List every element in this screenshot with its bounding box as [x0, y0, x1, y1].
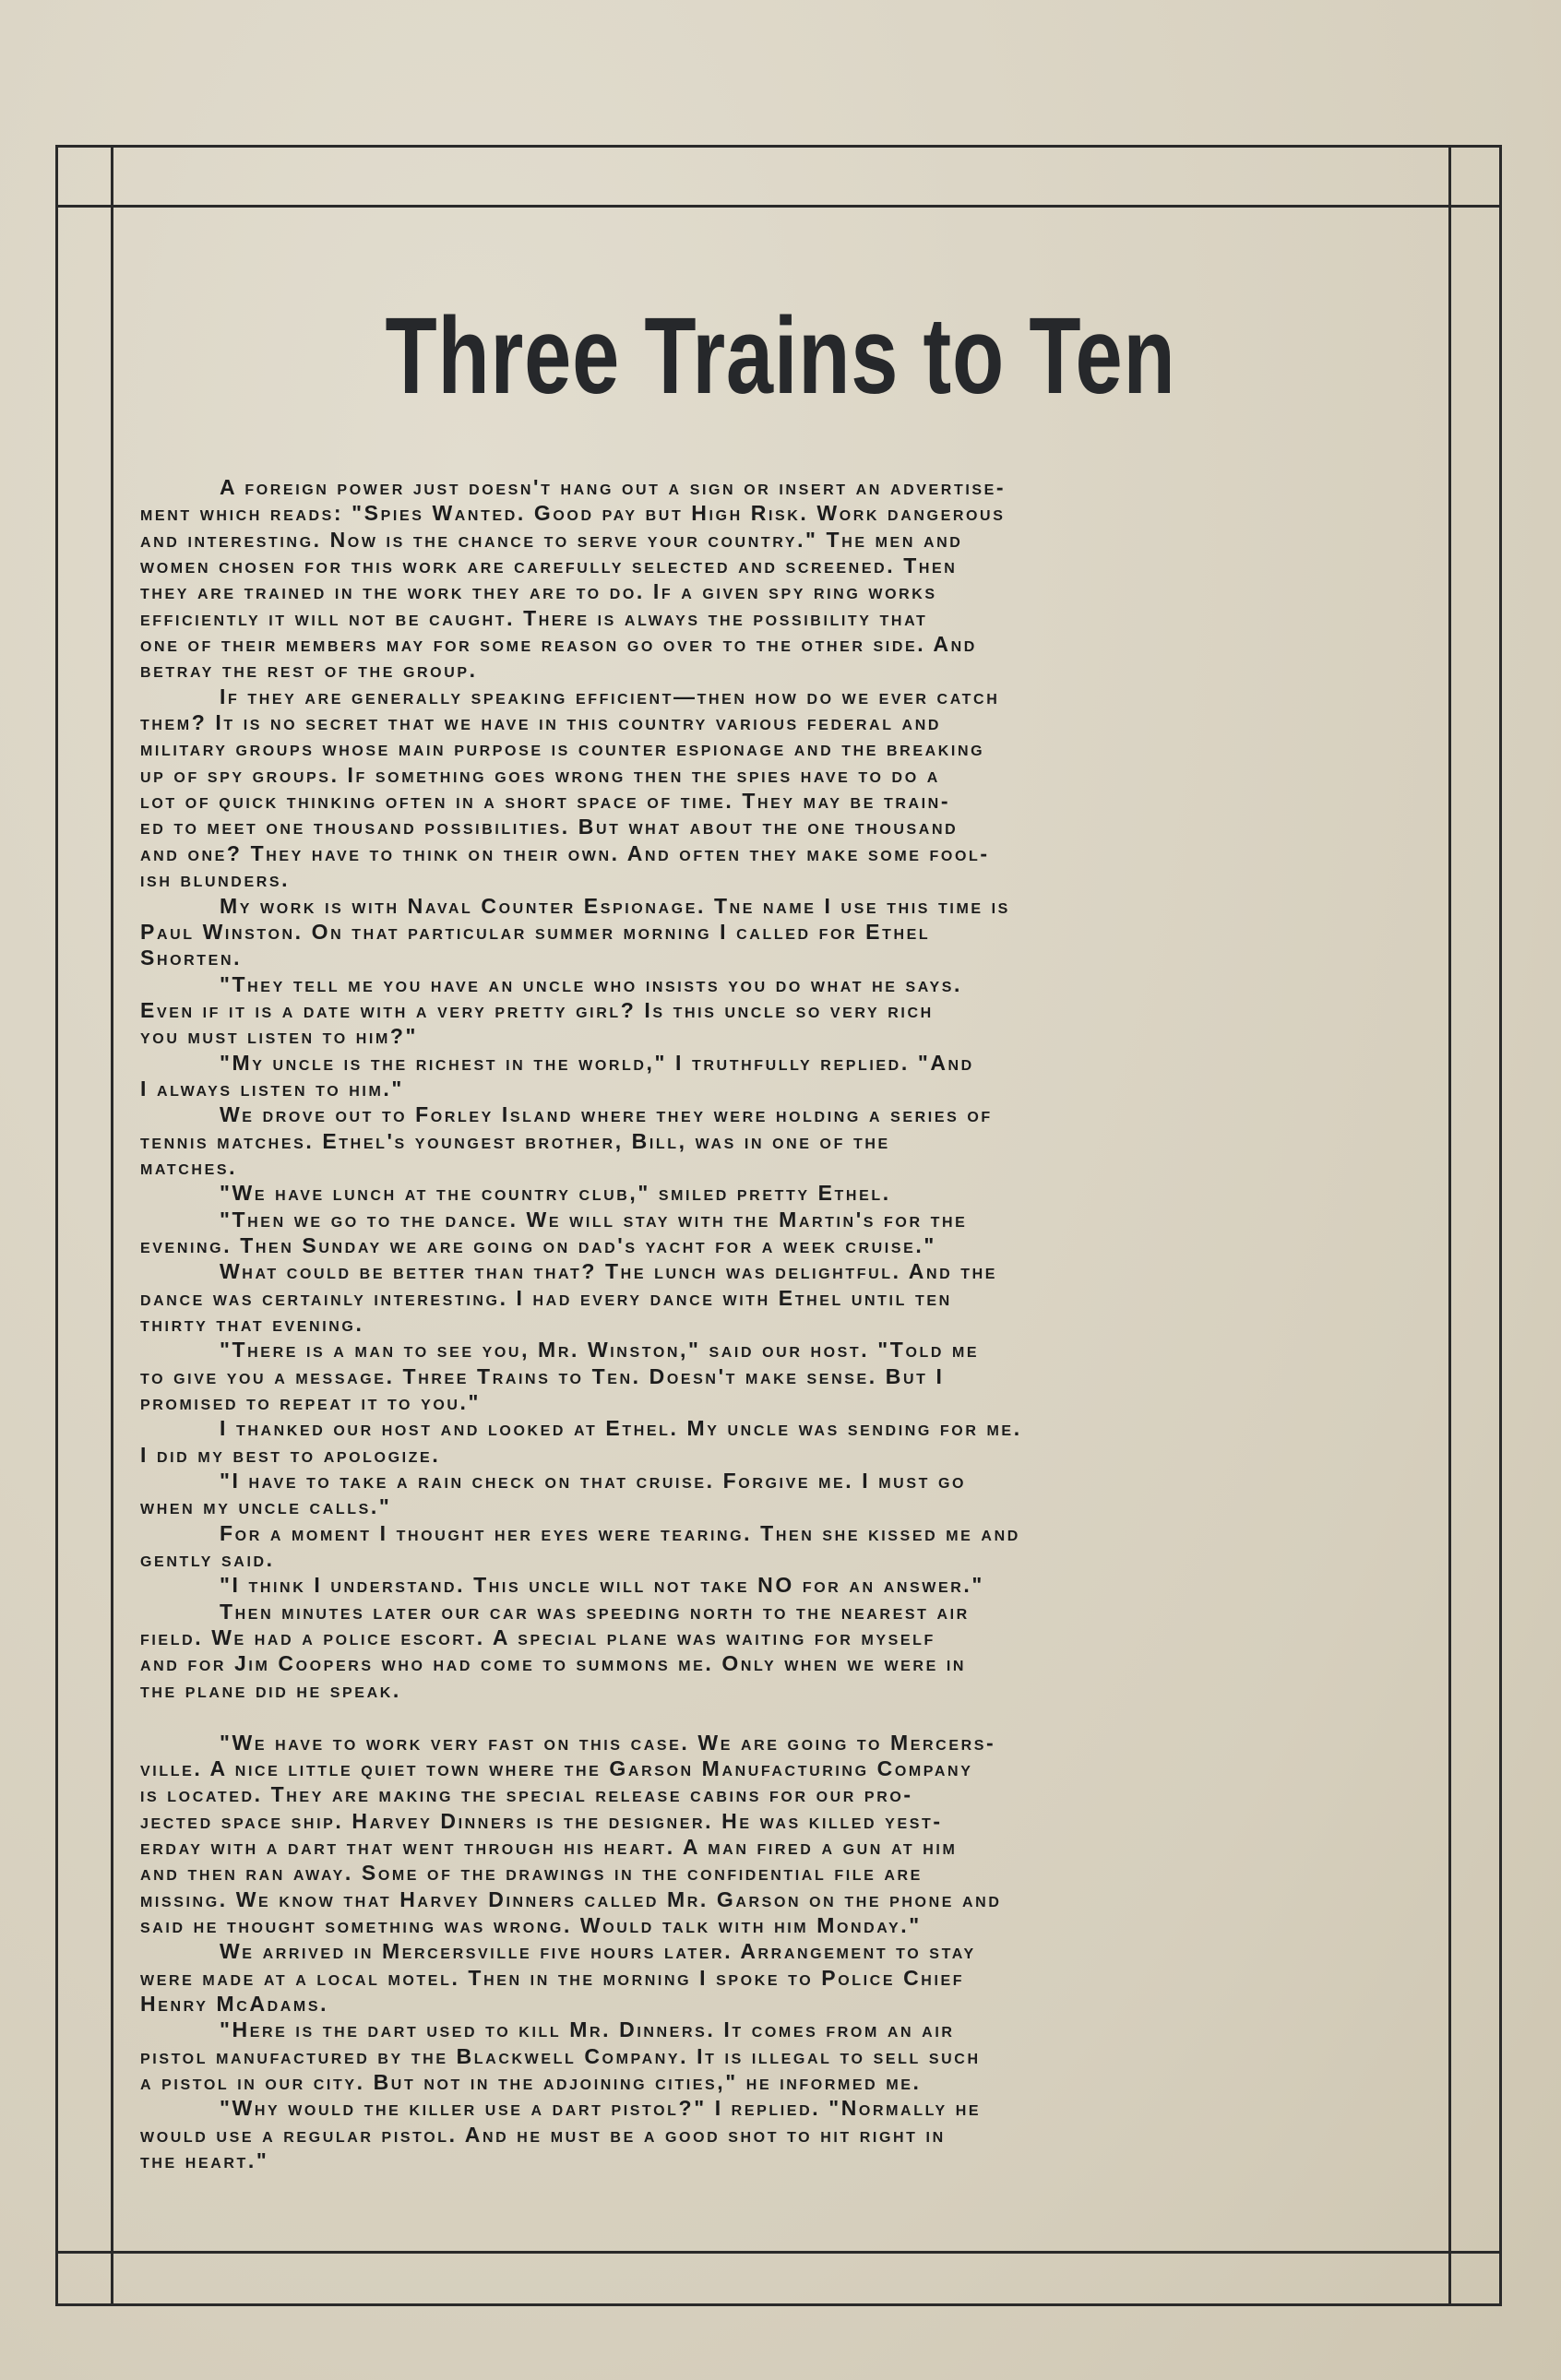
paragraph [140, 1520, 1395, 1573]
text-line: to give you a message. Three Trains to Ten. Doesn't make sense. But I [140, 1363, 945, 1388]
text-line: missing. We know that Harvey Dinners called Mr. Garson on the phone and [140, 1886, 1002, 1911]
paragraph [140, 1415, 1395, 1468]
text-line: ed to meet one thousand possibilities. But what about the one thousand [140, 815, 959, 839]
text-line: Then minutes later our car was speeding north to the nearest air [220, 1599, 970, 1624]
text-line: "I think I understand. This uncle will not take NO for an answer." [220, 1573, 984, 1598]
text-line: We drove out to Forley Island where they were holding a series of [220, 1102, 993, 1127]
text-line: If they are generally speaking efficient—then how do we ever catch [220, 684, 1000, 708]
text-line: jected space ship. Harvey Dinners is the designer. He was killed yest- [140, 1808, 943, 1833]
text-line: said he thought something was wrong. Would talk with him Monday." [140, 1912, 922, 1937]
text-line: efficiently it will not be caught. There is always the possibility that [140, 605, 928, 630]
text-line: I always listen to him." [140, 1076, 404, 1101]
text-line: gently said. [140, 1547, 275, 1572]
text-line: would use a regular pistol. And he must be a good shot to hit right in [140, 2122, 946, 2147]
text-line: military groups whose main purpose is counter espionage and the breaking [140, 736, 985, 761]
paragraph [140, 2095, 1395, 2173]
page-border-inner-top [55, 205, 1502, 208]
text-line: they are trained in the work they are to do. If a given spy ring works [140, 579, 937, 604]
text-line: is located. They are making the special release cabins for our pro- [140, 1782, 913, 1807]
paragraph [140, 684, 1395, 893]
text-line: pistol manufactured by the Blackwell Company. It is illegal to sell such [140, 2043, 981, 2068]
paragraph [140, 971, 1395, 1050]
paragraph [140, 1050, 1395, 1102]
text-line: "My uncle is the richest in the world," I truthfully replied. "And [220, 1050, 974, 1075]
text-line: We arrived in Mercersville five hours later. Arrangement to stay [220, 1939, 976, 1964]
text-line: you must listen to him?" [140, 1024, 419, 1049]
paragraph [140, 893, 1395, 971]
paragraph [140, 2017, 1395, 2095]
text-line: Henry McAdams. [140, 1991, 329, 2016]
paragraph [140, 1599, 1395, 1730]
text-line: My work is with Naval Counter Espionage. Tne name I use this time is [220, 893, 1010, 918]
text-line: betray the rest of the group. [140, 658, 478, 683]
text-line: and then ran away. Some of the drawings in the confidential file are [140, 1861, 923, 1886]
text-line: one of their members may for some reason go over to the other side. And [140, 632, 977, 657]
text-line: "Here is the dart used to kill Mr. Dinners. It comes from an air [220, 2017, 955, 2042]
page-border-inner-right [1448, 145, 1451, 2306]
text-line: "I have to take a rain check on that cruise. Forgive me. I must go [220, 1469, 967, 1493]
text-line: Even if it is a date with a very pretty girl? Is this uncle so very rich [140, 997, 934, 1022]
text-line: erday with a dart that went through his heart. A man fired a gun at him [140, 1834, 958, 1859]
page-border-inner-left [111, 145, 113, 2306]
paragraph [140, 1468, 1395, 1520]
text-line: up of spy groups. If something goes wrong then the spies have to do a [140, 762, 940, 787]
text-line: them? It is no secret that we have in this country various federal and [140, 710, 942, 735]
text-line: "We have lunch at the country club," smiled pretty Ethel. [220, 1181, 891, 1206]
text-line: tennis matches. Ethel's youngest brother, Bill, was in one of the [140, 1128, 890, 1153]
paragraph [140, 1258, 1395, 1337]
paragraph-gap [140, 1703, 1395, 1729]
text-line: the heart." [140, 2148, 269, 2172]
paragraph [140, 1207, 1395, 1259]
text-line: promised to repeat it to you." [140, 1390, 482, 1415]
story-title: Three Trains to Ten [385, 295, 1176, 417]
text-line: thirty that evening. [140, 1312, 364, 1336]
paragraph [140, 1101, 1395, 1180]
text-line: I thanked our host and looked at Ethel. My uncle was sending for me. [220, 1416, 1022, 1441]
text-line: were made at a local motel. Then in the morning I spoke to Police Chief [140, 1965, 965, 1990]
text-line: the plane did he speak. [140, 1677, 401, 1702]
text-line: and one? They have to think on their own. And often they make some fool- [140, 840, 990, 865]
text-line: "Why would the killer use a dart pistol?" I replied. "Normally he [220, 2096, 982, 2121]
text-line: "We have to work very fast on this case. We are going to Mercers- [220, 1730, 996, 1755]
paragraph [140, 474, 1395, 684]
paragraph [140, 1337, 1395, 1415]
text-line: For a moment I thought her eyes were tearing. Then she kissed me and [220, 1520, 1020, 1545]
story-body [140, 474, 1395, 2173]
text-line: when my uncle calls." [140, 1494, 392, 1519]
text-line: "Then we go to the dance. We will stay with the Martin's for the [220, 1207, 968, 1232]
text-line: Paul Winston. On that particular summer morning I called for Ethel [140, 919, 931, 944]
text-line: women chosen for this work are carefully selected and screened. Then [140, 553, 958, 578]
text-line: a pistol in our city. But not in the adjoining cities," he informed me. [140, 2069, 922, 2094]
paragraph [140, 1572, 1395, 1598]
text-line: field. We had a police escort. A special plane was waiting for myself [140, 1625, 935, 1650]
page-border-inner-bottom [55, 2251, 1502, 2254]
text-line: lot of quick thinking often in a short space of time. They may be train- [140, 789, 951, 814]
text-line: "There is a man to see you, Mr. Winston," said our host. "Told me [220, 1338, 980, 1363]
text-line: I did my best to apologize. [140, 1442, 441, 1467]
text-line: dance was certainly interesting. I had every dance with Ethel until ten [140, 1285, 952, 1310]
text-line: What could be better than that? The lunch was delightful. And the [220, 1259, 998, 1284]
text-line: Shorten. [140, 946, 243, 970]
text-line: ish blunders. [140, 867, 291, 892]
text-line: evening. Then Sunday we are going on dad's yacht for a week cruise." [140, 1232, 936, 1257]
text-line: ville. A nice little quiet town where the Garson Manufacturing Company [140, 1755, 973, 1780]
text-line: "They tell me you have an uncle who insists you do what he says. [220, 971, 962, 996]
paragraph [140, 1938, 1395, 2017]
paragraph [140, 1730, 1395, 1939]
text-line: A foreign power just doesn't hang out a sign or insert an advertise- [220, 475, 1007, 499]
text-line: and for Jim Coopers who had come to summons me. Only when we were in [140, 1651, 967, 1676]
text-line: matches. [140, 1154, 238, 1179]
paragraph [140, 1180, 1395, 1206]
text-line: ment which reads: "Spies Wanted. Good pay but High Risk. Work dangerous [140, 501, 1006, 526]
text-line: and interesting. Now is the chance to serve your country." The men and [140, 527, 963, 552]
